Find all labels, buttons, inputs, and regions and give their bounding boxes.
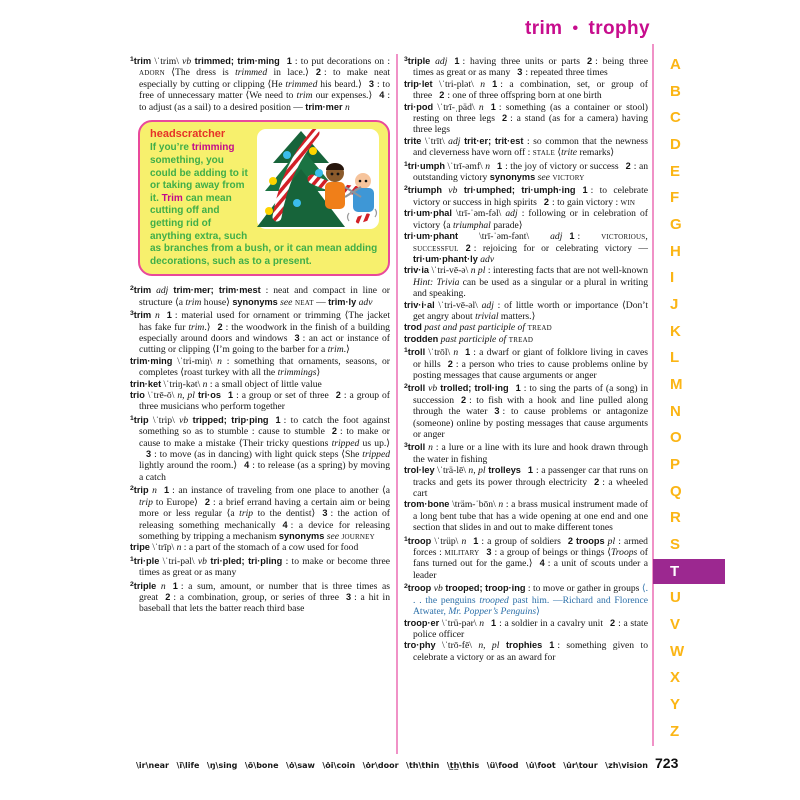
entry-trimming: trim·ming \ˈtri-miŋ\ n : something that ornaments, seasons, or completes ⟨roast turkey with all the trimmings⟩ [130,355,390,379]
entry-trivia: triv·ia \ˈtri-vē-ə\ n pl : interesting facts that are not well-known Hint: Trivia can be used as a singular or a plural in writing and speaking. [404,265,648,300]
alphabet-letter-e[interactable]: E [670,162,681,180]
alphabet-letter-k[interactable]: K [670,322,681,340]
entry-tripod: tri·pod \ˈtrī-ˌpäd\ n 1 : something (as a container or stool) resting on three legs 2 : a stand (as for a camera) having three legs [404,101,648,136]
alphabet-letter-x[interactable]: X [670,669,681,687]
entry-trolley: trol·ley \ˈträ-lē\ n, pl trolleys 1 : a passenger car that runs on tracks and gets its power through electricity 2 : a wheeled cart [404,465,649,500]
entry-trim-2: $^2$trim adj trim·mer; trim·mest : neat and compact in line or structure ⟨a trim house⟩ synonyms see neat — trim·ly adv [130,285,390,308]
pron-item: \th\thin [406,761,440,770]
alphabet-letter-r[interactable]: R [670,509,681,527]
entry-triple-3: $^3$triple adj 1 : having three units or parts 2 : being three times as great or as many 3 : repeated three times [404,56,648,79]
entry-trinket: trin·ket \ˈtriŋ-kət\ n : a small object of little value [130,378,322,390]
alphabet-letter-y[interactable]: Y [670,696,681,714]
alphabet-letter-b[interactable]: B [670,82,681,100]
alphabet-letter-m[interactable]: M [670,376,683,394]
entry-triumph-1: $^1$tri·umph \ˈtrī-əmf\ n 1 : the joy of victory or success 2 : an outstanding victory synonyms see victory [404,160,648,184]
entry-triumphal: tri·um·phal \trī-ˈəm-fəl\ adj : following or in celebration of victory ⟨a triumphal parade⟩ [404,208,648,231]
pron-item: \zh\vision [605,761,648,770]
alphabet-letter-z[interactable]: Z [670,722,680,740]
entry-troll-2: $^2$troll vb trolled; troll·ing 1 : to sing the parts of (a song) in succession 2 : to fish with a hook and line pulled along through the water 3 : to cause problems or antagonize (someone) online by posting messages that cause arguments or anger [404,383,648,440]
alphabet-letter-q[interactable]: Q [670,482,682,500]
alphabet-letter-l[interactable]: L [670,349,680,367]
entry-trip-2: $^2$trip n 1 : an instance of traveling from one place to another ⟨a trip to Europe⟩ 2 : a brief errand having a certain aim or being more or less regular ⟨a trip to the dentist⟩ 3 : the action of releasing something mechanically 4 : a device for releasing something by tripping a mechanism synonyms see journey [130,485,391,542]
entry-trombone: trom·bone \träm-ˈbōn\ n : a brass musical instrument made of a long bent tube that has a wide opening at one end and one section that slides in and out to make different tones [404,499,648,534]
guide-word-right: trophy [588,18,650,39]
alphabet-letter-p[interactable]: P [670,456,681,474]
headscratcher-text: If you’re trimming something, you could be adding to it or taking away from it. Trim can mean cutting off and getting rid of anything extra, such as branches from a bush, or it can mean adding decorations, such as to a present. [150,142,378,267]
entry-troll-1: $^1$troll \ˈtrōl\ n 1 : a dwarf or giant of folklore living in caves or hills 2 : a person who tries to cause problems online by posting messages that cause arguments or anger [404,347,649,381]
entry-trio: trio \ˈtrē-ō\ n, pl tri·os 1 : a group or set of three 2 : a group of three musicians who perform together [130,390,391,413]
pron-item: \ō\bone [244,761,279,770]
headscratcher-box [138,120,390,276]
alphabet-letter-g[interactable]: G [670,216,682,234]
pron-item: \ȯ\saw [286,761,315,770]
alphabet-letter-w[interactable]: W [670,642,685,660]
pron-item: \ŋ\sing [206,761,238,770]
guide-word-left: trim [524,18,563,39]
alphabet-letter-i[interactable]: I [670,269,675,287]
entry-trim-3: $^3$trim n 1 : material used for ornament or trimming ⟨The jacket has fake fur trim.⟩ 2 : the woodwork in the finish of a building especially around doors and windows 3 : an act or instance of cutting or clipping ⟨I’m going to the barber for a trim.⟩ [130,310,390,356]
pron-item: \ir\near [136,761,169,770]
pron-item: \u̇\foot [525,761,556,770]
entry-trooper: troop·er \ˈtrü-pər\ n 1 : a soldier in a cavalry unit 2 : a state police officer [404,617,648,640]
entry-troop-2: $^2$troop vb trooped; troop·ing : to move or gather in groups ⟨. . . the penguins trooped past him. —Richard and Florence Atwater, Mr. Popper’s Penguins⟩ [404,583,648,618]
alphabet-letter-o[interactable]: O [670,429,682,447]
alphabet-letter-t[interactable]: T [653,559,725,584]
entry-troop-1: $^1$troop \ˈtrüp\ n 1 : a group of soldiers 2 troops pl : armed forces : military 3 : a group of beings or things ⟨Troops of fans turned out for the game.⟩ 4 : a unit of scouts under a leader [404,535,648,581]
alphabet-letter-u[interactable]: U [670,589,681,607]
entry-trip-1: $^1$trip \ˈtrip\ vb tripped; trip·ping 1 : to catch the foot against something so as to stumble : cause to stumble 2 : to make or cause to make a mistake ⟨Their tricky questions tripped us up.⟩3 : to move (as in dancing) with light quick steps ⟨She tripped lightly around the room.⟩ 4 : to release (as a spring) by moving a catch [130,414,391,483]
alphabet-letter-s[interactable]: S [670,536,681,554]
alphabet-letter-a[interactable]: A [670,56,681,73]
pron-item: \ȯr\door [362,761,399,770]
page-number: 723 [655,755,679,771]
column-right [404,54,648,663]
headscratcher-illustration [257,129,379,229]
pronunciation-guide [136,761,648,770]
alphabet-letter-v[interactable]: V [670,616,681,634]
entry-trod: trod past and past participle of tread [404,322,552,334]
alphabet-letter-h[interactable]: H [670,242,681,260]
entry-trivial: triv·i·al \ˈtri-vē-əl\ adj : of little worth or importance ⟨Don’t get angry about trivial matters.⟩ [404,299,648,322]
pron-item: \ü\food [486,761,519,770]
column-divider [396,54,398,754]
pron-item: \u̇r\tour [563,761,598,770]
entry-triple-1: $^1$tri·ple \ˈtri-pəl\ vb tri·pled; tri·pling : to make or become three times as great or as many [130,555,390,579]
pron-item: \ī\life [176,761,200,770]
alphabet-letter-c[interactable]: C [670,109,681,127]
guide-word-separator: • [572,20,579,37]
alphabet-letter-j[interactable]: J [670,296,679,314]
pron-item: \t̲h̲\this [446,761,480,770]
entry-triple-2: $^2$triple n 1 : a sum, amount, or number that is three times as great 2 : a combination, group, or series of three 3 : a hit in baseball that lets the batter reach third base [130,580,390,615]
entry-troll-3: $^3$troll n : a lure or a line with its lure and hook drawn through the water in fishing [404,442,648,465]
pron-item: \ȯi\coin [322,761,356,770]
alphabet-rail [653,52,725,744]
alphabet-letter-f[interactable]: F [670,189,680,207]
guide-words [525,18,650,40]
headscratcher-title: headscratcher [150,128,226,141]
alphabet-letter-d[interactable]: D [670,136,681,154]
entry-tripe: tripe \ˈtrīp\ n : a part of the stomach of a cow used for food [130,542,359,554]
entry-trodden: trodden past participle of tread [404,333,534,345]
entry-triumphant: tri·um·phant \trī-ˈəm-fənt\ adj 1 : victorious, successful 2 : rejoicing for or celebrating victory — tri·um·phant·ly adv [404,231,648,265]
entry-trim-1: $^1$trim \ˈtrim\ vb trimmed; trim·ming 1 : to put decorations on : adorn ⟨The dress is trimmed in lace.⟩ 2 : to make neat especially by cutting or clipping ⟨He trimmed his beard.⟩ 3 : to free of unnecessary matter ⟨We need to trim our expenses.⟩ 4 : to adjust (as a sail) to a desired position — trim·mer n [130,56,391,113]
alphabet-letter-n[interactable]: N [670,402,681,420]
entry-triplet: trip·let \ˈtri-plət\ n 1 : a combination, set, or group of three 2 : one of three offspring born at one birth [404,78,648,102]
entry-trophy: tro·phy \ˈtrō-fē\ n, pl trophies 1 : something given to celebrate a victory or as an award for [404,640,648,663]
entry-trite: trite \ˈtrīt\ adj trit·er; trit·est : so common that the newness and cleverness have worn off : stale ⟨trite remarks⟩ [404,135,648,159]
entry-triumph-2: $^2$triumph vb tri·umphed; tri·umph·ing 1 : to celebrate victory or success in high spirits 2 : to gain victory : win [404,185,648,208]
character-orange-icon [325,163,345,209]
column-left [130,54,390,615]
